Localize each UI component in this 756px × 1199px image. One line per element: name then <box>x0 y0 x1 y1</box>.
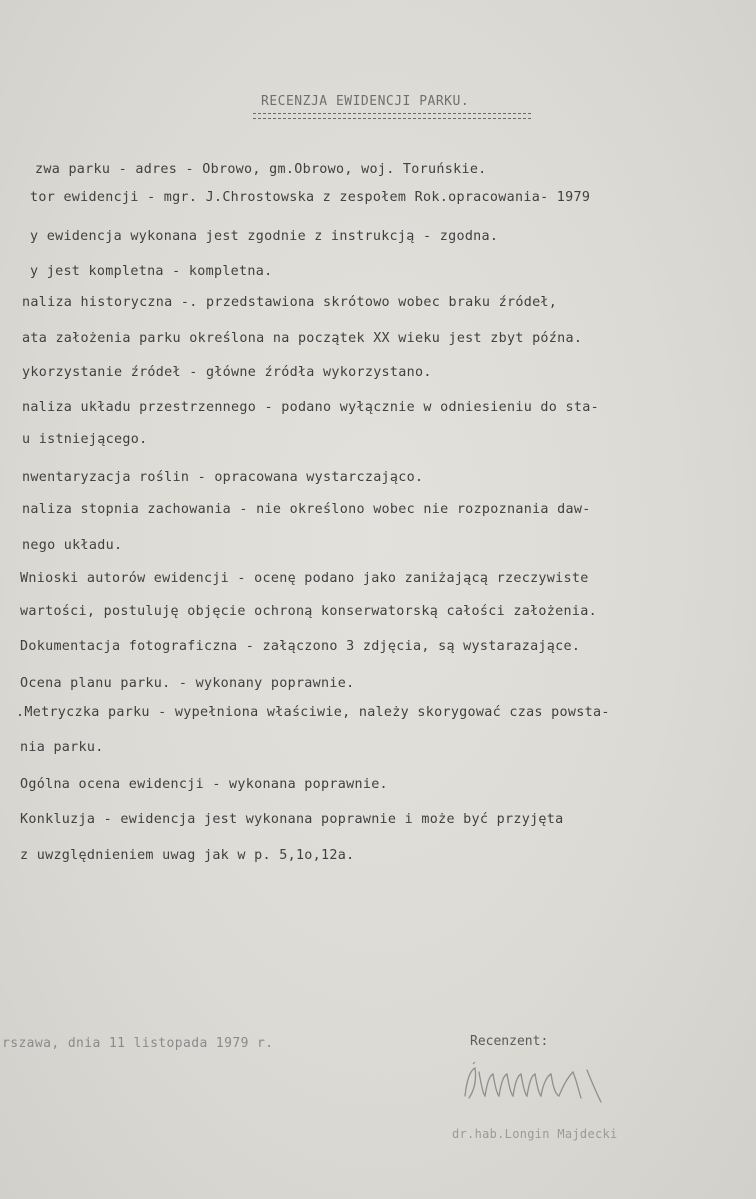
place-and-date: rszawa, dnia 11 listopada 1979 r. <box>2 1036 274 1051</box>
line-10: nwentaryzacja roślin - opracowana wystarczająco. <box>22 470 424 485</box>
line-13: Wnioski autorów ewidencji - ocenę podano jako zaniżającą rzeczywiste <box>20 571 589 586</box>
line-14: wartości, postuluję objęcie ochroną konserwatorską całości założenia. <box>20 604 597 619</box>
line-9: u istniejącego. <box>22 432 148 447</box>
reviewer-label: Recenzent: <box>470 1034 549 1049</box>
line-12: nego układu. <box>22 538 123 553</box>
line-11: naliza stopnia zachowania - nie określono wobec nie rozpoznania daw- <box>22 502 591 517</box>
line-19: Ogólna ocena ewidencji - wykonana poprawnie. <box>20 777 388 792</box>
line-4: y jest kompletna - kompletna. <box>30 264 273 279</box>
line-2: tor ewidencji - mgr. J.Chrostowska z zespołem Rok.opracowania- 1979 <box>30 190 591 205</box>
line-18: nia parku. <box>20 740 104 755</box>
line-5: naliza historyczna -. przedstawiona skrótowo wobec braku źródeł, <box>22 295 558 310</box>
reviewer-name: dr.hab.Longin Majdecki <box>452 1127 618 1141</box>
handwritten-signature <box>455 1058 635 1108</box>
line-1: zwa parku - adres - Obrowo, gm.Obrowo, woj. Toruńskie. <box>35 162 487 177</box>
line-3: y ewidencja wykonana jest zgodnie z instrukcją - zgodna. <box>30 229 499 244</box>
line-8: naliza układu przestrzennego - podano wyłącznie w odniesieniu do sta- <box>22 400 599 415</box>
document-title: RECENZJA EWIDENCJI PARKU. <box>261 94 470 109</box>
line-6: ata założenia parku określona na początek XX wieku jest zbyt późna. <box>22 331 583 346</box>
line-17: .Metryczka parku - wypełniona właściwie, należy skorygować czas powsta- <box>16 705 610 720</box>
title-underline <box>253 113 531 119</box>
line-7: ykorzystanie źródeł - główne źródła wykorzystano. <box>22 365 432 380</box>
line-20: Konkluzja - ewidencja jest wykonana poprawnie i może być przyjęta <box>20 812 564 827</box>
line-15: Dokumentacja fotograficzna - załączono 3 zdjęcia, są wystarazające. <box>20 639 581 654</box>
line-21: z uwzględnieniem uwag jak w p. 5,1o,12a. <box>20 848 355 863</box>
line-16: Ocena planu parku. - wykonany poprawnie. <box>20 676 355 691</box>
